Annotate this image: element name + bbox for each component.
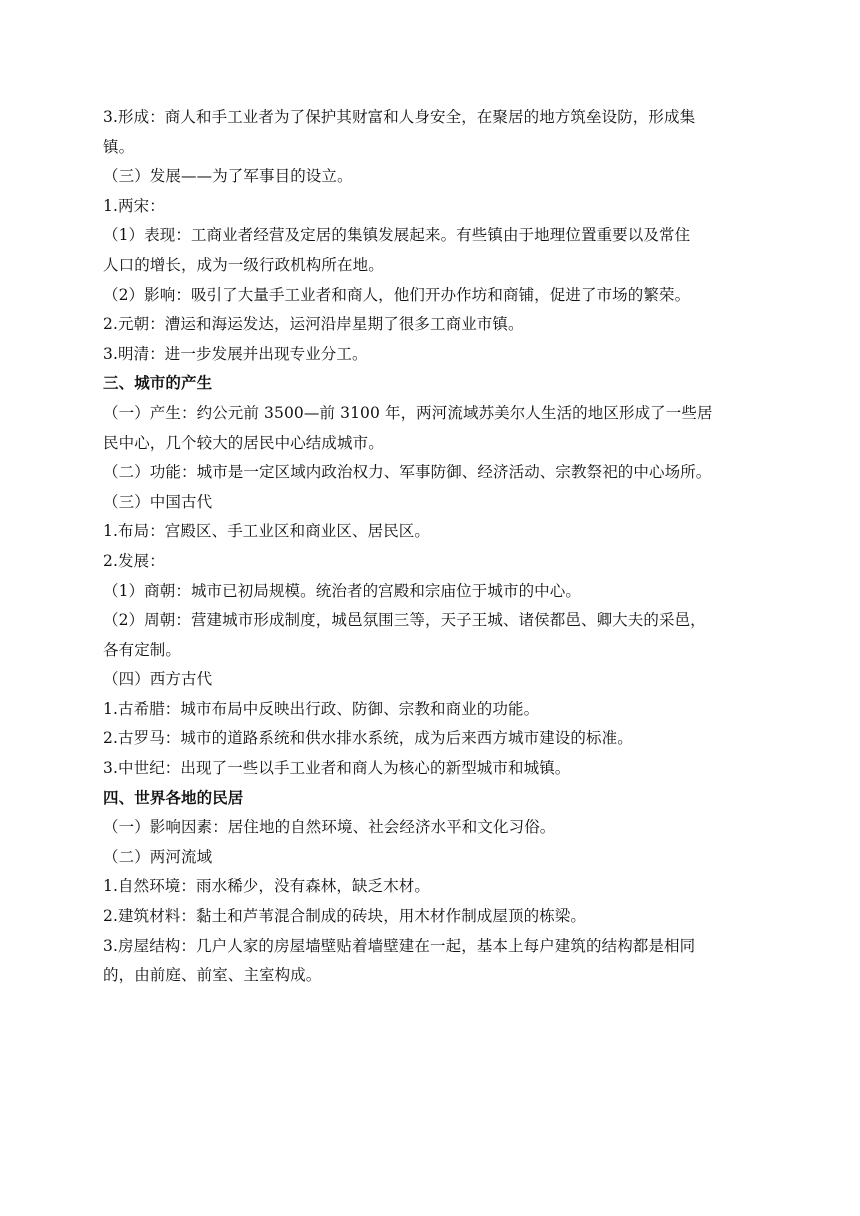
text-line: 各有定制。 <box>103 640 182 659</box>
text-line: （三）中国古代 <box>103 492 213 511</box>
text-line: 镇。 <box>103 137 135 156</box>
text-line: （四）西方古代 <box>103 670 213 689</box>
text-line: （1）表现：工商业者经营及定居的集镇发展起来。有些镇由于地理位置重要以及常住 <box>103 226 691 245</box>
text-line: 3.形成：商人和手工业者为了保护其财富和人身安全，在聚居的地方筑垒设防，形成集 <box>103 108 696 126</box>
document-page <box>103 103 763 991</box>
text-line: 1.古希腊：城市布局中反映出行政、防御、宗教和商业的功能。 <box>103 699 540 718</box>
text-line: 1.两宋： <box>103 196 165 215</box>
text-line: 2.元朝：漕运和海运发达，运河沿岸星期了很多工商业市镇。 <box>103 315 524 334</box>
text-line: （一）影响因素：居住地的自然环境、社会经济水平和文化习俗。 <box>103 818 556 837</box>
text-line: 3.房屋结构：几户人家的房屋墙壁贴着墙壁建在一起，基本上每户建筑的结构都是相同 <box>103 936 696 955</box>
text-line: 1.自然环境：雨水稀少，没有森林，缺乏木材。 <box>103 877 430 896</box>
text-line: （二）两河流域 <box>103 847 213 866</box>
section-heading: 四、世界各地的民居 <box>103 788 244 807</box>
text-line: （1）商朝：城市已初局规模。统治者的宫殿和宗庙位于城市的中心。 <box>103 581 581 600</box>
text-line: （一）产生：约公元前 3500—前 3100 年，两河流域苏美尔人生活的地区形成了一些居 <box>103 403 713 422</box>
text-line: （二）功能：城市是一定区域内政治权力、军事防御、经济活动、宗教祭祀的中心场所。 <box>103 463 712 482</box>
text-line: 人口的增长，成为一级行政机构所在地。 <box>103 255 384 274</box>
text-line: 2.发展： <box>103 551 165 570</box>
text-line: 1.布局：宫殿区、手工业区和商业区、居民区。 <box>103 522 430 541</box>
text-line: （三）发展——为了军事目的设立。 <box>103 167 353 186</box>
text-line: 民中心，几个较大的居民中心结成城市。 <box>103 433 384 452</box>
text-line: 3.明清：进一步发展并出现专业分工。 <box>103 344 368 363</box>
text-line: 的，由前庭、前室、主室构成。 <box>103 966 322 985</box>
text-line: （2）周朝：营建城市形成制度，城邑氛围三等，天子王城、诸侯都邑、卿大夫的采邑， <box>103 611 706 630</box>
text-line: （2）影响：吸引了大量手工业者和商人，他们开办作坊和商铺，促进了市场的繁荣。 <box>103 285 691 304</box>
text-line: 2.建筑材料：黏土和芦苇混合制成的砖块，用木材作制成屋顶的栋梁。 <box>103 907 586 926</box>
section-heading: 三、城市的产生 <box>103 374 213 393</box>
text-line: 2.古罗马：城市的道路系统和供水排水系统，成为后来西方城市建设的标准。 <box>103 729 633 748</box>
text-line: 3.中世纪：出现了一些以手工业者和商人为核心的新型城市和城镇。 <box>103 759 571 778</box>
